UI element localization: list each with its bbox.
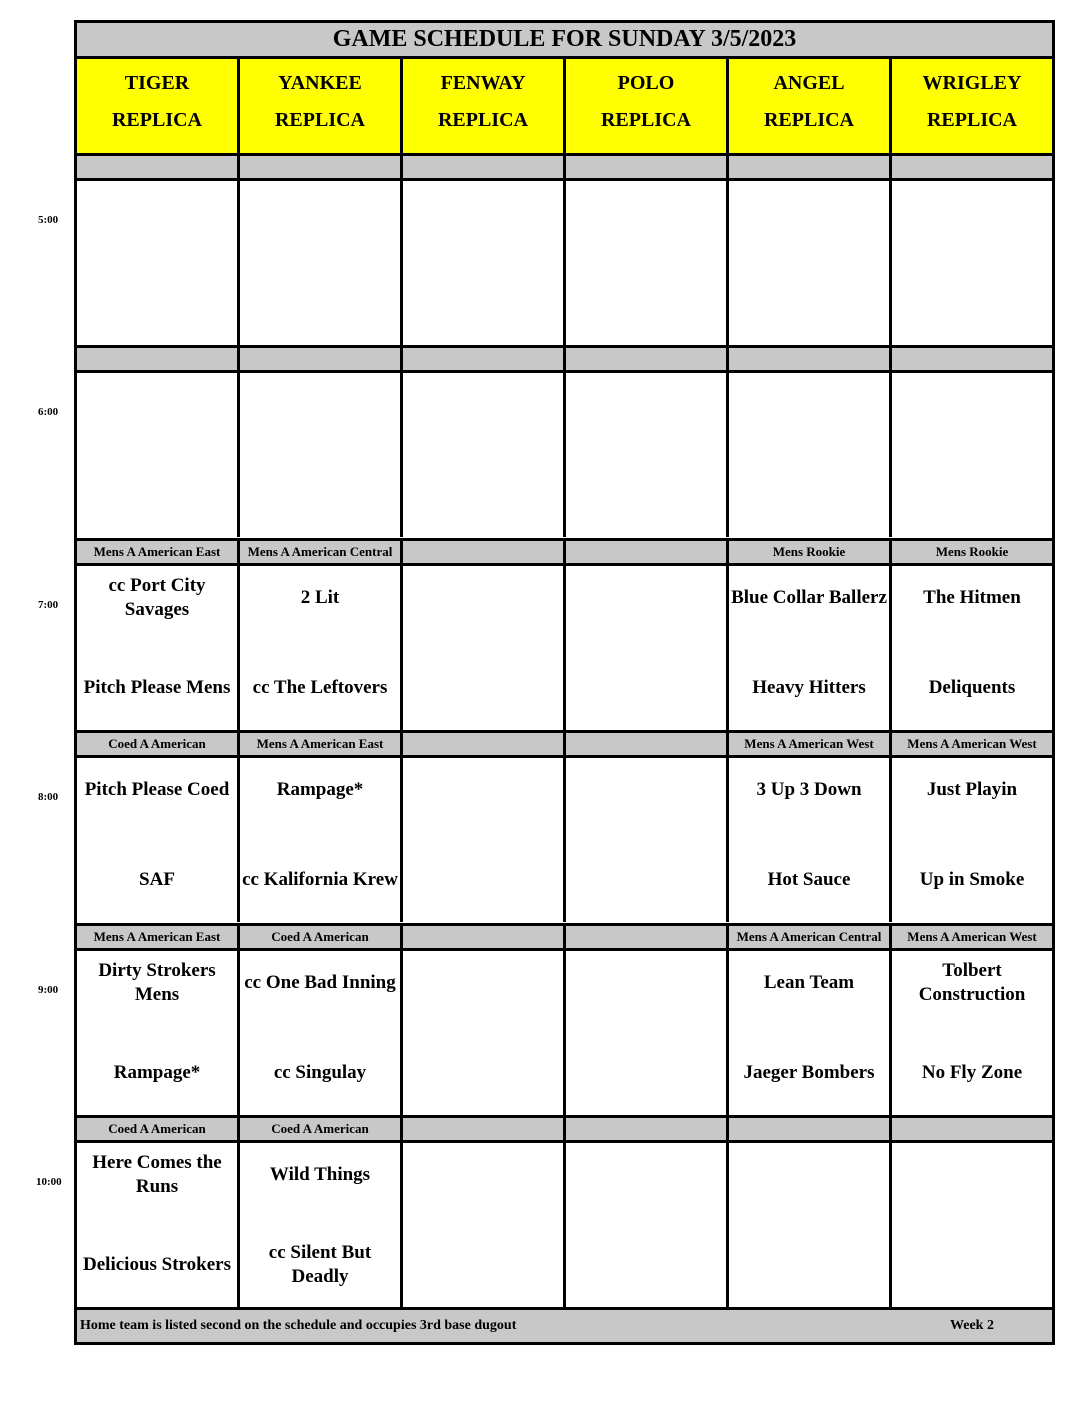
- division-band: [77, 923, 1052, 951]
- away-team: [892, 1149, 1052, 1201]
- game-cell: [566, 566, 729, 730]
- game-cell: [729, 566, 892, 730]
- game-cell: [566, 181, 729, 345]
- game-cell: [240, 758, 403, 922]
- game-cell: [403, 181, 566, 345]
- division-label: [566, 348, 729, 370]
- home-team: Deliquents: [928, 677, 1016, 698]
- game-cell: [892, 1143, 1052, 1307]
- home-team: cc Singulay: [273, 1062, 367, 1083]
- park-subtitle: REPLICA: [600, 109, 691, 131]
- away-team: The Hitmen: [923, 587, 1021, 608]
- away-team: Blue Collar Ballerz: [731, 587, 887, 608]
- division-band: [77, 538, 1052, 566]
- division-label: Mens Rookie: [729, 541, 892, 563]
- away-team: Just Playin: [926, 779, 1018, 800]
- home-team: [892, 469, 1052, 521]
- time-label: 5:00: [38, 214, 59, 226]
- park-header: [892, 59, 1052, 156]
- park-name: TIGER: [124, 72, 190, 94]
- division-label: [403, 733, 566, 755]
- home-team: [729, 469, 889, 521]
- away-team: [566, 764, 726, 816]
- park-subtitle: REPLICA: [763, 109, 854, 131]
- division-label: Mens A American West: [907, 736, 1037, 751]
- home-team: cc Kalifornia Krew: [242, 869, 398, 890]
- game-cell: [77, 181, 240, 345]
- park-subtitle: REPLICA: [437, 109, 528, 131]
- park-name: POLO: [617, 72, 675, 94]
- division-label: [566, 156, 729, 178]
- away-team: [566, 1149, 726, 1201]
- game-cell: [240, 181, 403, 345]
- game-cell: [566, 951, 729, 1115]
- away-team: [892, 379, 1052, 431]
- home-team: [77, 469, 237, 521]
- away-team: Tolbert Construction: [918, 960, 1026, 1005]
- time-slot-row: [77, 566, 1052, 730]
- game-cell: [892, 758, 1052, 922]
- home-team: [729, 277, 889, 329]
- division-label: [403, 926, 566, 948]
- home-team: [403, 1239, 563, 1291]
- home-team: [729, 1239, 889, 1291]
- away-team: Here Comes the Runs: [92, 1152, 222, 1197]
- away-team: [403, 764, 563, 816]
- game-cell: [566, 373, 729, 537]
- away-team: [566, 957, 726, 1009]
- game-cell: [892, 566, 1052, 730]
- time-label: 6:00: [38, 406, 59, 418]
- away-team: [240, 379, 400, 431]
- division-label: [566, 1118, 729, 1140]
- schedule-sheet: [74, 20, 1055, 1345]
- park-header: [566, 59, 729, 156]
- division-label: [403, 541, 566, 563]
- time-label: 7:00: [38, 599, 59, 611]
- home-team: Heavy Hitters: [752, 677, 866, 698]
- game-cell: [77, 758, 240, 922]
- game-cell: [77, 1143, 240, 1307]
- home-team: Delicious Strokers: [83, 1254, 231, 1275]
- division-band: [77, 345, 1052, 373]
- home-team: [892, 277, 1052, 329]
- division-label: [77, 348, 240, 370]
- game-cell: [729, 758, 892, 922]
- home-team: [892, 1239, 1052, 1291]
- home-team: Pitch Please Mens: [83, 677, 231, 698]
- division-label: [240, 156, 403, 178]
- home-team: cc The Leftovers: [252, 677, 388, 698]
- away-team: 3 Up 3 Down: [756, 779, 862, 800]
- park-header-row: [77, 59, 1052, 156]
- division-label: Coed A American: [240, 926, 403, 948]
- division-label: [729, 348, 892, 370]
- division-label: [566, 926, 729, 948]
- away-team: Dirty Strokers Mens: [98, 960, 216, 1005]
- game-cell: [403, 758, 566, 922]
- division-label: Mens A American West: [729, 733, 892, 755]
- away-team: cc Port City Savages: [108, 575, 206, 620]
- division-band: [77, 1115, 1052, 1143]
- park-header: [403, 59, 566, 156]
- division-label: Coed A American: [77, 1118, 240, 1140]
- division-label: Mens A American East: [77, 926, 240, 948]
- game-cell: [240, 566, 403, 730]
- home-team: [403, 469, 563, 521]
- game-cell: [240, 1143, 403, 1307]
- division-label: [729, 1118, 892, 1140]
- schedule-title: GAME SCHEDULE FOR SUNDAY 3/5/2023: [77, 23, 1052, 59]
- away-team: [566, 572, 726, 624]
- home-team: [566, 1047, 726, 1099]
- away-team: [403, 1149, 563, 1201]
- away-team: [403, 187, 563, 239]
- park-subtitle: REPLICA: [111, 109, 202, 131]
- time-slot-row: [77, 1143, 1052, 1307]
- division-label: [729, 156, 892, 178]
- away-team: [566, 379, 726, 431]
- game-cell: [892, 373, 1052, 537]
- division-label: [77, 156, 240, 178]
- division-label: Mens A American West: [907, 929, 1037, 944]
- away-team: cc One Bad Inning: [244, 972, 396, 993]
- division-label: Mens A American East: [77, 541, 240, 563]
- division-label: [892, 1118, 1052, 1140]
- game-cell: [240, 951, 403, 1115]
- division-label: [403, 156, 566, 178]
- home-team: [566, 662, 726, 714]
- home-team: [403, 277, 563, 329]
- park-header: [77, 59, 240, 156]
- home-team: Jaeger Bombers: [743, 1062, 875, 1083]
- home-team: [566, 469, 726, 521]
- game-cell: [892, 951, 1052, 1115]
- away-team: Lean Team: [763, 972, 855, 993]
- home-team: cc Silent But Deadly: [268, 1242, 372, 1287]
- park-name: FENWAY: [440, 72, 526, 94]
- home-team: [566, 1239, 726, 1291]
- division-label: [240, 348, 403, 370]
- time-slot-row: [77, 951, 1052, 1115]
- away-team: 2 Lit: [300, 587, 340, 608]
- away-team: Rampage*: [276, 779, 364, 800]
- time-slot-row: [77, 758, 1052, 922]
- home-team: [240, 277, 400, 329]
- park-name: ANGEL: [773, 72, 845, 94]
- home-team: Rampage*: [113, 1062, 201, 1083]
- away-team: Wild Things: [269, 1164, 371, 1185]
- home-team: [403, 1047, 563, 1099]
- week-label: Week 2: [950, 1318, 994, 1333]
- division-band: [77, 730, 1052, 758]
- schedule-footer: [77, 1307, 1052, 1342]
- game-cell: [403, 1143, 566, 1307]
- division-label: [892, 156, 1052, 178]
- home-team: [403, 854, 563, 906]
- home-team: [403, 662, 563, 714]
- home-team: [566, 277, 726, 329]
- game-cell: [729, 1143, 892, 1307]
- division-label: Coed A American: [77, 733, 240, 755]
- division-label: [892, 348, 1052, 370]
- time-label: 9:00: [38, 984, 59, 996]
- park-subtitle: REPLICA: [926, 109, 1017, 131]
- home-team: [566, 854, 726, 906]
- away-team: Pitch Please Coed: [84, 779, 230, 800]
- park-name: YANKEE: [278, 72, 362, 94]
- home-team: No Fly Zone: [921, 1062, 1023, 1083]
- game-cell: [77, 951, 240, 1115]
- away-team: [729, 1149, 889, 1201]
- division-band: [77, 153, 1052, 181]
- division-label: Mens A American Central: [729, 926, 892, 948]
- division-label: [566, 733, 729, 755]
- game-cell: [240, 373, 403, 537]
- game-cell: [77, 566, 240, 730]
- away-team: [729, 379, 889, 431]
- time-label: 10:00: [36, 1176, 62, 1188]
- game-cell: [892, 181, 1052, 345]
- game-cell: [729, 951, 892, 1115]
- park-subtitle: REPLICA: [274, 109, 365, 131]
- game-cell: [403, 566, 566, 730]
- away-team: [729, 187, 889, 239]
- park-header: [729, 59, 892, 156]
- away-team: [403, 957, 563, 1009]
- division-label: Mens Rookie: [935, 544, 1009, 559]
- game-cell: [403, 951, 566, 1115]
- away-team: [77, 379, 237, 431]
- time-slot-row: [77, 181, 1052, 345]
- away-team: [403, 379, 563, 431]
- home-team: Hot Sauce: [767, 869, 851, 890]
- time-slot-row: [77, 373, 1052, 537]
- away-team: [240, 187, 400, 239]
- game-cell: [729, 373, 892, 537]
- game-cell: [566, 1143, 729, 1307]
- time-label: 8:00: [38, 791, 59, 803]
- home-team: [240, 469, 400, 521]
- park-header: [240, 59, 403, 156]
- game-cell: [729, 181, 892, 345]
- division-label: [566, 541, 729, 563]
- footer-note: Home team is listed second on the schedule and occupies 3rd base dugout: [80, 1318, 517, 1333]
- home-team: [77, 277, 237, 329]
- home-team: SAF: [139, 869, 175, 890]
- park-name: WRIGLEY: [922, 72, 1022, 94]
- away-team: [566, 187, 726, 239]
- away-team: [892, 187, 1052, 239]
- game-cell: [566, 758, 729, 922]
- away-team: [77, 187, 237, 239]
- away-team: [403, 572, 563, 624]
- division-label: [403, 1118, 566, 1140]
- division-label: Mens A American East: [240, 733, 403, 755]
- game-cell: [77, 373, 240, 537]
- home-team: Up in Smoke: [919, 869, 1025, 890]
- division-label: [403, 348, 566, 370]
- game-cell: [403, 373, 566, 537]
- division-label: Coed A American: [240, 1118, 403, 1140]
- division-label: Mens A American Central: [240, 541, 403, 563]
